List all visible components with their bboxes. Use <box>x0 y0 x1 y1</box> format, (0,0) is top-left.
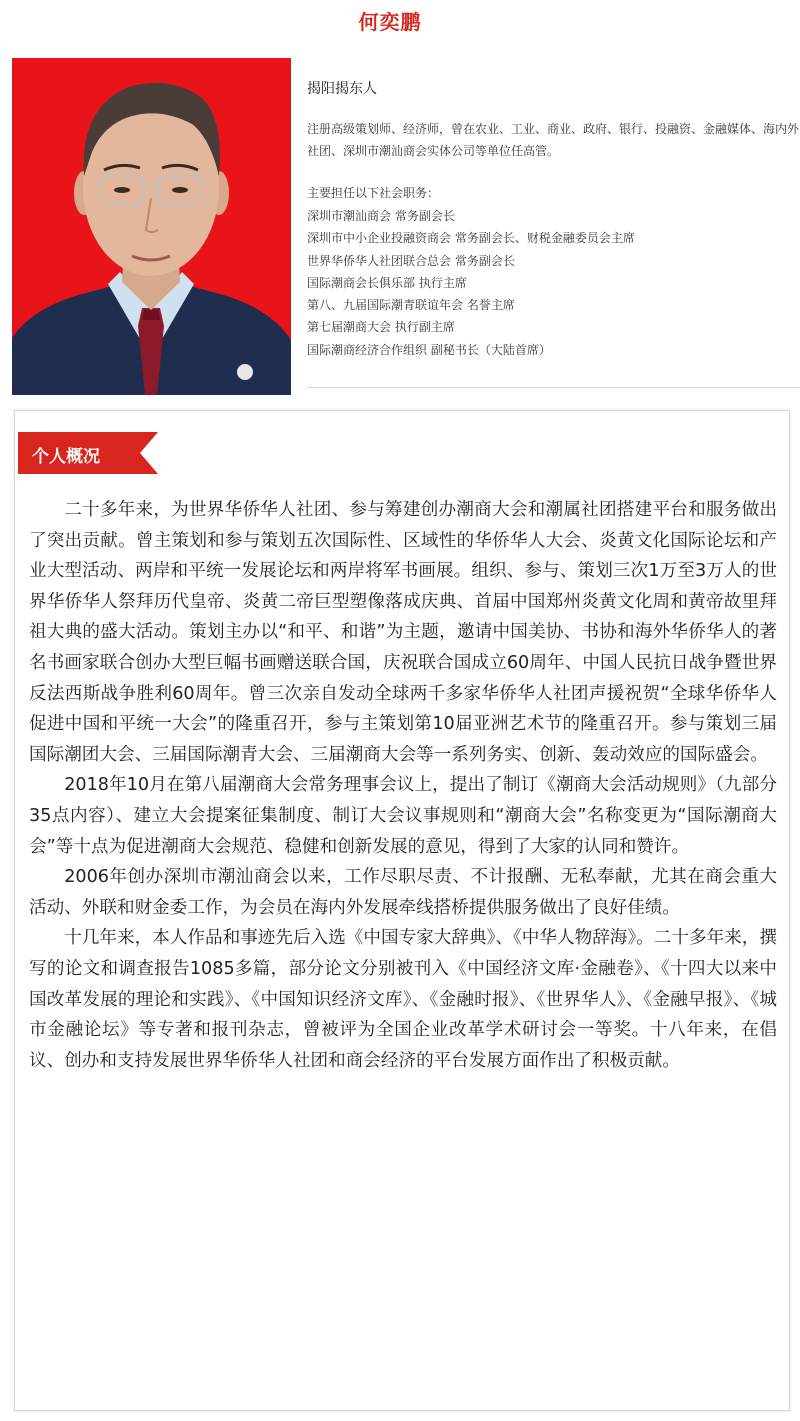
role-item: 深圳市潮汕商会 常务副会长 <box>307 209 455 223</box>
paragraph: 十几年来，本人作品和事迹先后入选《中国专家大辞典》、《中华人物辞海》。二十多年来，撰写的论文和调查报告1085多篇，部分论文分别被刊入《中国经济文库·金融卷》、《十四大以来中国改革发展的理论和实践》、《中国知识经济文库》、《金融时报》、《世界华人》、《金融早报》、《城市金融论坛》等专著和报刊杂志，曾被评为全国企业改革学术研讨会一等奖。十八年来，在倡议、创办和支持发展世界华侨华人社团和商会经济的平台发展方面作出了积极贡献。 <box>29 928 777 1071</box>
role-item: 第七届潮商大会 执行副主席 <box>307 320 455 335</box>
roles-heading: 主要担任以下社会职务： <box>307 186 440 200</box>
paragraph: 二十多年来，为世界华侨华人社团、参与筹建创办潮商大会和潮属社团搭建平台和服务做出了突出贡献。曾主策划和参与策划五次国际性、区域性的华侨华人大会、炎黄文化国际论坛和产业大型活动、两岸和平统一发展论坛和两岸将军书画展。组织、参与、策划三次1万至3万人的世界华侨华人祭拜历代皇帝、炎黄二帝巨型塑像落成庆典、首届中国郑州炎黄文化周和黄帝故里拜祖大典的盛大活动。策划主办以“和平、和谐”为主题，邀请中国美协、书协和海外华侨华人的著名书画家联合创办大型巨幅书画赠送联合国，庆祝联合国成立60周年、中国人民抗日战争暨世界反法西斯战争胜利60周年。曾三次亲自发动全球两千多家华侨华人社团声援祝贺“全球华侨华人促进中国和平统一大会”的隆重召开，参与主策划第10届亚洲艺术节的隆重召开。参与策划三届国际潮团大会、三届国际潮青大会、三届潮商大会等一系列务实、创新、轰动效应的国际盛会。 <box>29 500 777 765</box>
roles-list <box>307 205 635 361</box>
portrait-photo <box>12 58 291 395</box>
role-item: 第八、九届国际潮青联谊年会 名誉主席 <box>307 298 515 313</box>
profile-body <box>29 495 777 1076</box>
page-title: 何奕鹏 <box>358 10 422 34</box>
role-item: 国际潮商会长俱乐部 执行主席 <box>307 275 467 290</box>
section-label: 个人概况 <box>32 447 100 467</box>
portrait-illustration <box>12 58 291 395</box>
profile-summary <box>307 58 800 388</box>
profile-card <box>14 410 790 1411</box>
paragraph: 2018年10月在第八届潮商大会常务理事会议上，提出了制订《潮商大会活动规则》（九部分35点内容）、建立大会提案征集制度、制订大会议事规则和“潮商大会”名称变更为“国际潮商大会”等十点为促进潮商大会规范、稳健和创新发展的意见，得到了大家的认同和赞许。 <box>29 775 777 857</box>
role-item: 世界华侨华人社团联合总会 常务副会长 <box>307 253 515 268</box>
role-item: 深圳市中小企业投融资商会 常务副会长、财税金融委员会主席 <box>307 231 635 246</box>
career-intro: 注册高级策划师、经济师，曾在农业、工业、商业、政府、银行、投融资、金融媒体、海内外社团、深圳市潮汕商会实体公司等单位任高管。 <box>307 122 800 158</box>
role-item: 国际潮商经济合作组织 副秘书长（大陆首席） <box>307 342 551 357</box>
section-tag <box>18 432 158 474</box>
hometown-text: 揭阳揭东人 <box>307 81 377 97</box>
paragraph: 2006年创办深圳市潮汕商会以来，工作尽职尽责、不计报酬、无私奉献，尤其在商会重大活动、外联和财金委工作，为会员在海内外发展牵线搭桥提供服务做出了良好佳绩。 <box>29 867 777 918</box>
